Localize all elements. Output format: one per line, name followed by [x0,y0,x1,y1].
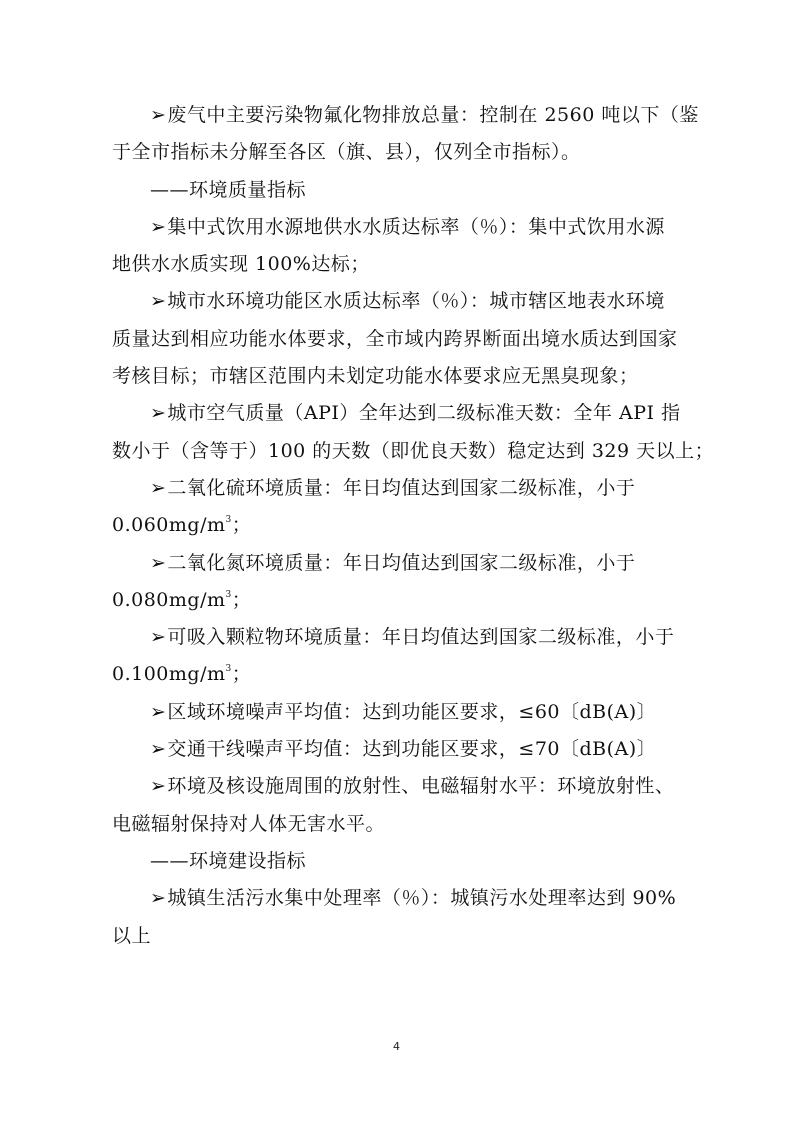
paragraph-line: $0.080mg/m^3$； [112,588,252,611]
arrow-bullet-icon: ➢ [150,626,167,649]
paragraph-line: ➢二氧化硫环境质量：年日均值达到国家二级标准，小于 [150,476,636,499]
paragraph-line: ➢废气中主要污染物氟化物排放总量：控制在 2560 吨以下（鉴 [150,104,699,126]
paragraph-line: ➢区域环境噪声平均值：达到功能区要求，≤60〔dB(A)〕 [150,700,657,723]
arrow-bullet-icon: ➢ [150,700,167,723]
arrow-bullet-icon: ➢ [150,215,167,238]
paragraph-line: $0.100mg/m^3$； [112,663,252,686]
arrow-bullet-icon: ➢ [150,402,167,425]
paragraph-line: 地供水水质实现 100%达标； [112,253,370,276]
arrow-bullet-icon: ➢ [150,290,167,313]
section-heading: ——环境建设指标 [150,849,307,872]
section-heading: ——环境质量指标 [150,178,307,201]
arrow-bullet-icon: ➢ [150,551,167,574]
paragraph-line: 于全市指标未分解至各区（旗、县），仅列全市指标）。 [112,141,581,164]
paragraph-line: ➢城镇生活污水集中处理率（％）：城镇污水处理率达到 90% [150,887,677,910]
paragraph-line: ➢二氧化氮环境质量：年日均值达到国家二级标准，小于 [150,551,636,574]
paragraph-line: $0.060mg/m^3$； [112,514,252,537]
paragraph-line: 以上 [112,924,152,947]
paragraph-line: 质量达到相应功能水体要求，全市域内跨界断面出境水质达到国家 [112,327,678,350]
paragraph-line: 数小于（含等于）100 的天数（即优良天数）稳定达到 329 天以上； [112,439,715,462]
unit-superscript: 3 [225,589,232,600]
arrow-bullet-icon: ➢ [150,104,167,126]
paragraph-line: ➢交通干线噪声平均值：达到功能区要求，≤70〔dB(A)〕 [150,738,657,761]
arrow-bullet-icon: ➢ [150,775,167,798]
unit-superscript: 3 [225,515,232,526]
arrow-bullet-icon: ➢ [150,887,167,910]
paragraph-line: ➢可吸入颗粒物环境质量：年日均值达到国家二级标准，小于 [150,626,675,649]
document-body [112,97,715,955]
paragraph-line: 考核目标；市辖区范围内未划定功能水体要求应无黑臭现象； [112,365,639,388]
paragraph-line: ➢集中式饮用水源地供水水质达标率（％）：集中式饮用水源 [150,215,665,238]
arrow-bullet-icon: ➢ [150,476,167,499]
paragraph-line: ➢城市空气质量（API）全年达到二级标准天数：全年 API 指 [150,402,681,425]
page-number: 4 [393,1040,400,1053]
paragraph-line: ➢城市水环境功能区水质达标率（％）：城市辖区地表水环境 [150,290,665,313]
unit-superscript: 3 [225,664,232,675]
paragraph-line: 电磁辐射保持对人体无害水平。 [112,812,386,835]
paragraph-line: ➢环境及核设施周围的放射性、电磁辐射水平：环境放射性、 [150,775,675,798]
arrow-bullet-icon: ➢ [150,738,167,761]
